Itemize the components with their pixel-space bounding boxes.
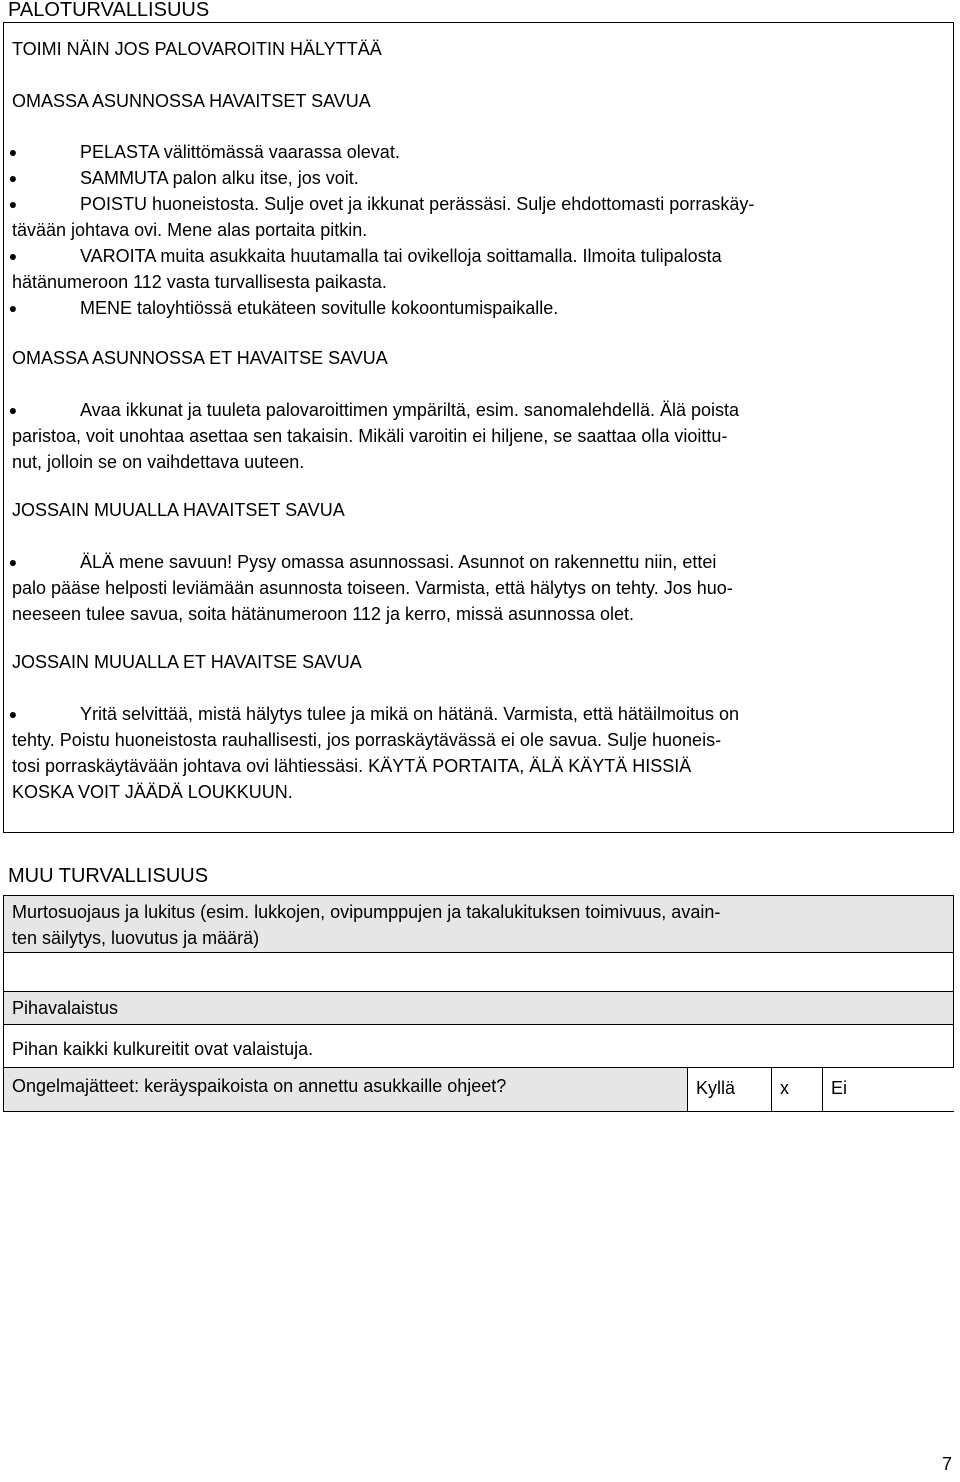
- section3-line: ÄLÄ mene savuun! Pysy omassa asunnossasi. Asunnot on rakennettu niin, ettei: [80, 552, 717, 572]
- no-option[interactable]: [822, 1068, 954, 1111]
- section1-item-cont: hätänumeroon 112 vasta turvallisesta paikasta.: [12, 272, 387, 292]
- waste-question: Ongelmajätteet: keräyspaikoista on annettu asukkaille ohjeet?: [12, 1076, 507, 1096]
- bullet-icon: ●: [8, 706, 18, 722]
- yard-value-row[interactable]: [3, 1024, 954, 1068]
- section3-line: neeseen tulee savua, soita hätänumeroon 112 ja kerro, missä asunnossa olet.: [12, 604, 635, 624]
- yes-mark: x: [780, 1078, 789, 1098]
- section4-line: Yritä selvittää, mistä hälytys tulee ja mikä on hätänä. Varmista, että hätäilmoitus on: [80, 704, 739, 724]
- no-label: Ei: [831, 1078, 848, 1098]
- yard-label: Pihavalaistus: [12, 998, 119, 1018]
- bullet-icon: ●: [8, 300, 18, 316]
- bullet-icon: ●: [8, 144, 18, 160]
- bullet-icon: ●: [8, 170, 18, 186]
- section1-item: PELASTA välittömässä vaarassa olevat.: [80, 142, 400, 162]
- other-safety-title: MUU TURVALLISUUS: [8, 865, 209, 887]
- bullet-icon: ●: [8, 248, 18, 264]
- yes-mark-cell[interactable]: [771, 1068, 824, 1111]
- fire-main-heading: TOIMI NÄIN JOS PALOVAROITIN HÄLYTTÄÄ: [12, 39, 382, 59]
- bullet-icon: ●: [8, 554, 18, 570]
- section2-line: paristoa, voit unohtaa asettaa sen takaisin. Mikäli varoitin ei hiljene, se saattaa olla vioittu-: [12, 426, 728, 446]
- yard-label-row: [3, 991, 954, 1025]
- burglary-label-line: Murtosuojaus ja lukitus (esim. lukkojen, ovipumppujen ja takalukituksen toimivuus, avain-: [12, 902, 721, 922]
- section2-line: Avaa ikkunat ja tuuleta palovaroittimen ympäriltä, esim. sanomalehdellä. Älä poista: [80, 400, 740, 420]
- section4-heading: JOSSAIN MUUALLA ET HAVAITSE SAVUA: [12, 652, 362, 672]
- yard-value: Pihan kaikki kulkureitit ovat valaistuja.: [12, 1039, 314, 1059]
- section3-line: palo pääse helposti leviämään asunnosta toiseen. Varmista, että hälytys on tehty. Jos huo-: [12, 578, 733, 598]
- section2-line: nut, jolloin se on vaihdettava uuteen.: [12, 452, 305, 472]
- section3-heading: JOSSAIN MUUALLA HAVAITSET SAVUA: [12, 500, 345, 520]
- yes-label: Kyllä: [696, 1078, 736, 1098]
- section1-heading: OMASSA ASUNNOSSA HAVAITSET SAVUA: [12, 91, 371, 111]
- section2-heading: OMASSA ASUNNOSSA ET HAVAITSE SAVUA: [12, 348, 388, 368]
- burglary-value-row[interactable]: [3, 952, 954, 992]
- section1-item: MENE taloyhtiössä etukäteen sovitulle kokoontumispaikalle.: [80, 298, 559, 318]
- yes-option[interactable]: [687, 1068, 773, 1111]
- waste-row: [3, 1067, 954, 1112]
- burglary-label-line: ten säilytys, luovutus ja määrä): [12, 928, 260, 948]
- section1-item-cont: tävään johtava ovi. Mene alas portaita pitkin.: [12, 220, 368, 240]
- fire-instructions-box: [3, 22, 954, 833]
- section4-line: KOSKA VOIT JÄÄDÄ LOUKKUUN.: [12, 782, 293, 802]
- section1-item: POISTU huoneistosta. Sulje ovet ja ikkunat perässäsi. Sulje ehdottomasti porraskäy-: [80, 194, 755, 214]
- section1-item: VAROITA muita asukkaita huutamalla tai ovikelloja soittamalla. Ilmoita tulipalosta: [80, 246, 722, 266]
- section4-line: tosi porraskäytävään johtava ovi lähtiessäsi. KÄYTÄ PORTAITA, ÄLÄ KÄYTÄ HISSIÄ: [12, 756, 692, 776]
- page-number: 7: [941, 1454, 952, 1474]
- section1-item: SAMMUTA palon alku itse, jos voit.: [80, 168, 359, 188]
- fire-safety-title: PALOTURVALLISUUS: [8, 0, 210, 21]
- bullet-icon: ●: [8, 196, 18, 212]
- burglary-label-row: [3, 895, 954, 953]
- bullet-icon: ●: [8, 402, 18, 418]
- section4-line: tehty. Poistu huoneistosta rauhallisesti, jos porraskäytävässä ei ole savua. Sulje huoneis-: [12, 730, 722, 750]
